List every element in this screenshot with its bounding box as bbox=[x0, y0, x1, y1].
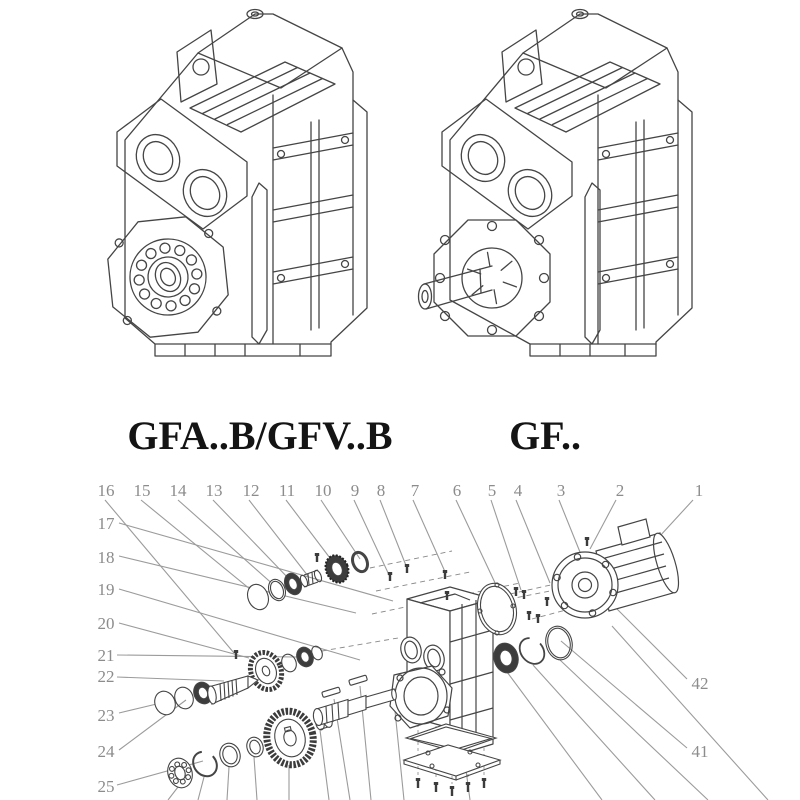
callout-6: 6 bbox=[452, 481, 462, 500]
cooling-fins bbox=[515, 62, 660, 132]
cover-bolts bbox=[416, 778, 486, 796]
callout-24: 24 bbox=[97, 742, 115, 761]
callout-8: 8 bbox=[376, 481, 386, 500]
gear-large bbox=[261, 706, 319, 770]
callout-12: 12 bbox=[242, 481, 260, 500]
hollow-output-bearing bbox=[104, 213, 231, 340]
callout-7: 7 bbox=[410, 481, 420, 500]
callout-14: 14 bbox=[169, 481, 187, 500]
callout-11: 11 bbox=[278, 481, 296, 500]
callout-18: 18 bbox=[97, 548, 115, 567]
callout-17: 17 bbox=[97, 514, 115, 533]
callout-9: 9 bbox=[350, 481, 360, 500]
callout-19: 19 bbox=[97, 580, 115, 599]
callout-10: 10 bbox=[314, 481, 332, 500]
model-label-gf: GF.. bbox=[509, 413, 581, 458]
lifting-hole bbox=[518, 59, 534, 75]
front-post bbox=[252, 183, 267, 344]
callout-16: 16 bbox=[97, 481, 115, 500]
callout-3: 3 bbox=[556, 481, 566, 500]
side-panel bbox=[598, 95, 678, 344]
output-flange bbox=[434, 220, 550, 336]
callout-1: 1 bbox=[694, 481, 704, 500]
snap-ring bbox=[188, 747, 222, 781]
callout-23: 23 bbox=[97, 706, 115, 725]
callout-13: 13 bbox=[205, 481, 223, 500]
side-panel bbox=[273, 95, 353, 344]
retaining-ring bbox=[515, 633, 550, 669]
callout-20: 20 bbox=[97, 614, 115, 633]
bearing-ring bbox=[217, 740, 243, 769]
callout-42: 42 bbox=[691, 674, 709, 693]
callout-41: 41 bbox=[691, 742, 709, 761]
motor-flange bbox=[552, 552, 618, 618]
electric-motor bbox=[552, 519, 684, 618]
bearing-cap bbox=[244, 581, 272, 613]
exploded-parts-diagram bbox=[0, 470, 800, 800]
gearbox-solid-shaft-drawing bbox=[410, 0, 720, 400]
washer bbox=[244, 735, 265, 759]
ball-bearing bbox=[164, 755, 196, 791]
lifting-hole bbox=[193, 59, 209, 75]
callout-25: 25 bbox=[97, 777, 115, 796]
callout-22: 22 bbox=[97, 667, 115, 686]
callout-4: 4 bbox=[513, 481, 523, 500]
bearing-cap bbox=[151, 688, 179, 718]
callout-5: 5 bbox=[487, 481, 497, 500]
cooling-fins bbox=[190, 62, 335, 132]
callout-21: 21 bbox=[97, 646, 115, 665]
callout-2: 2 bbox=[615, 481, 625, 500]
gearbox-hollow-shaft-drawing bbox=[95, 0, 395, 400]
bearing-small bbox=[350, 550, 370, 574]
gear-mid bbox=[245, 648, 287, 694]
input-shaft-train bbox=[244, 550, 370, 613]
model-label-gfab-gfvb: GFA..B/GFV..B bbox=[127, 413, 393, 458]
callout-15: 15 bbox=[133, 481, 151, 500]
shaft-sleeve bbox=[299, 569, 323, 587]
